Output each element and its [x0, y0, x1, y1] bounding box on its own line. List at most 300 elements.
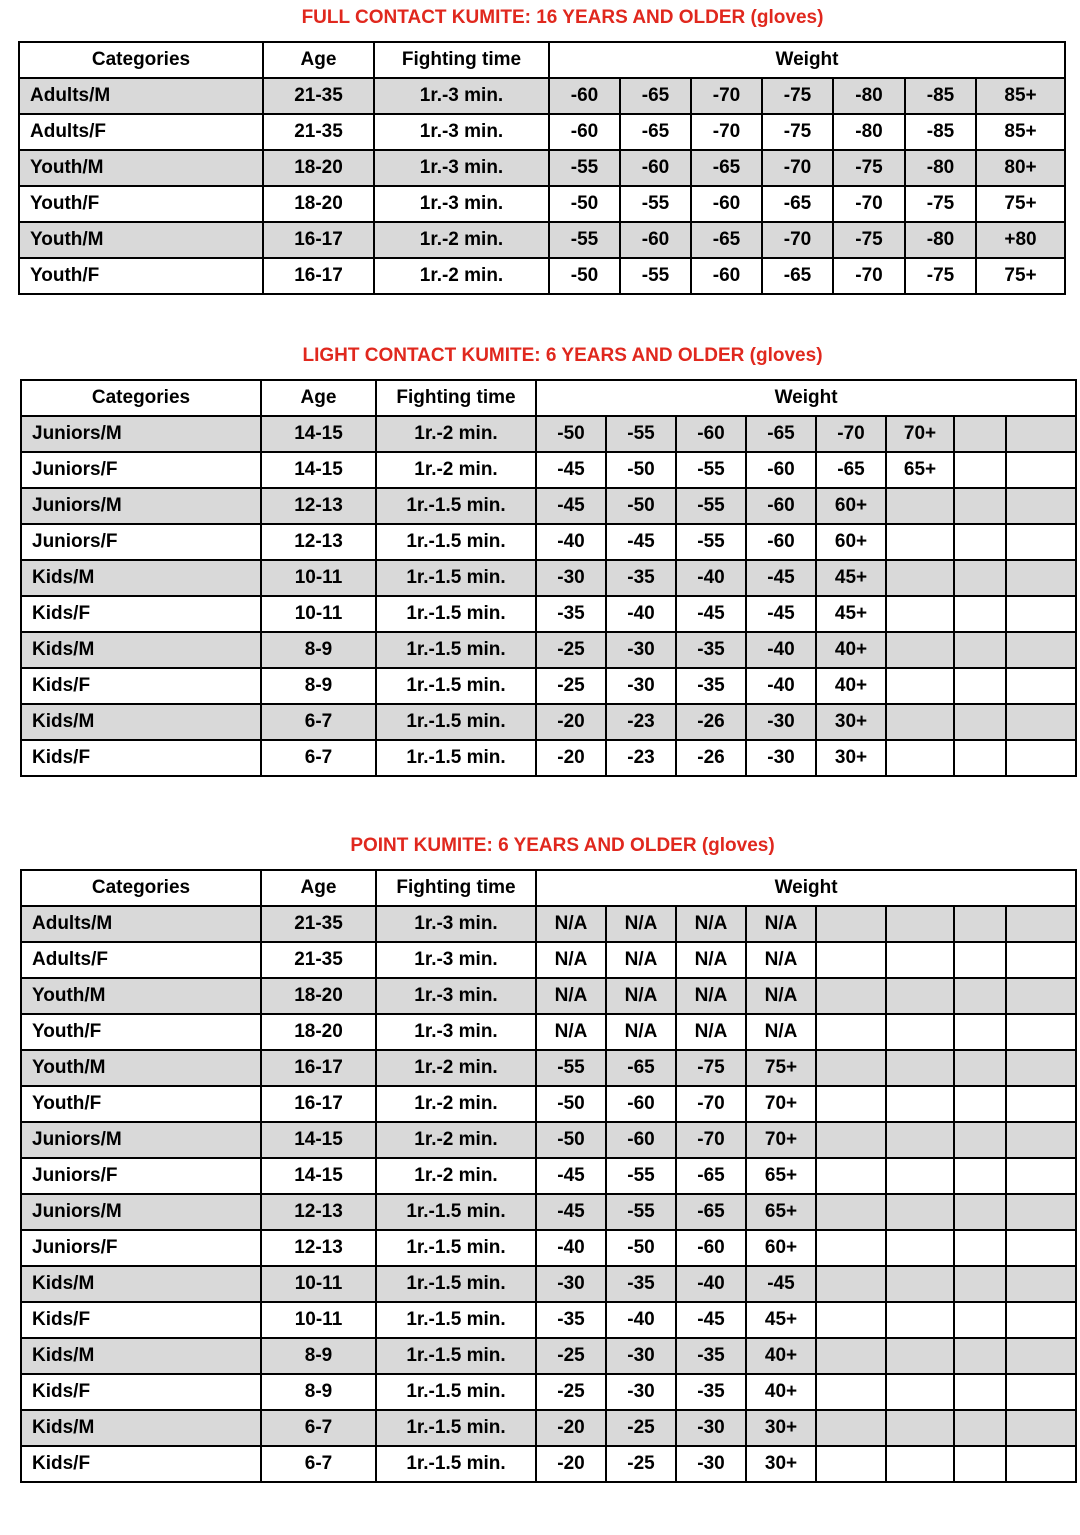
category-cell: Adults/F — [21, 942, 261, 978]
category-cell: Youth/F — [19, 258, 263, 294]
table-row — [21, 488, 1076, 524]
fighting-time-cell: 1r.-2 min. — [376, 452, 536, 488]
empty-weight-cell — [1006, 1230, 1076, 1266]
category-cell: Kids/M — [21, 1410, 261, 1446]
empty-weight-cell — [816, 1410, 886, 1446]
empty-weight-cell — [886, 1194, 954, 1230]
table-row — [21, 1338, 1076, 1374]
fighting-time-cell: 1r.-3 min. — [374, 114, 549, 150]
weight-cell: -75 — [762, 114, 833, 150]
empty-weight-cell — [816, 978, 886, 1014]
empty-weight-cell — [816, 1086, 886, 1122]
age-cell: 18-20 — [261, 1014, 376, 1050]
weight-cell: -60 — [549, 114, 620, 150]
weight-cell: N/A — [606, 1014, 676, 1050]
empty-weight-cell — [886, 1374, 954, 1410]
weight-cell: -60 — [606, 1086, 676, 1122]
empty-weight-cell — [954, 1230, 1006, 1266]
weight-cell: -60 — [746, 524, 816, 560]
age-cell: 8-9 — [261, 1374, 376, 1410]
weight-cell: -50 — [549, 186, 620, 222]
empty-weight-cell — [886, 560, 954, 596]
category-cell: Youth/M — [21, 1050, 261, 1086]
weight-cell: -65 — [676, 1194, 746, 1230]
weight-cell: 40+ — [816, 668, 886, 704]
weight-cell: -35 — [676, 1374, 746, 1410]
age-cell: 16-17 — [261, 1086, 376, 1122]
empty-weight-cell — [954, 1266, 1006, 1302]
fighting-time-cell: 1r.-2 min. — [376, 1122, 536, 1158]
weight-cell: -55 — [676, 488, 746, 524]
category-cell: Adults/F — [19, 114, 263, 150]
empty-weight-cell — [816, 942, 886, 978]
age-cell: 8-9 — [261, 1338, 376, 1374]
weight-cell: -55 — [620, 186, 691, 222]
header-categories: Categories — [19, 42, 263, 78]
empty-weight-cell — [886, 1230, 954, 1266]
fighting-time-cell: 1r.-1.5 min. — [376, 632, 536, 668]
table-row — [19, 114, 1065, 150]
empty-weight-cell — [1006, 1014, 1076, 1050]
weight-cell: -25 — [536, 1374, 606, 1410]
fighting-time-cell: 1r.-1.5 min. — [376, 740, 536, 776]
age-cell: 18-20 — [261, 978, 376, 1014]
header-row — [19, 42, 1065, 78]
weight-cell: 70+ — [746, 1086, 816, 1122]
weight-cell: 65+ — [886, 452, 954, 488]
empty-weight-cell — [1006, 560, 1076, 596]
weight-cell: -35 — [676, 668, 746, 704]
empty-weight-cell — [954, 1050, 1006, 1086]
empty-weight-cell — [886, 740, 954, 776]
age-cell: 12-13 — [261, 1230, 376, 1266]
weight-cell: N/A — [676, 906, 746, 942]
weight-cell: -50 — [606, 488, 676, 524]
fighting-time-cell: 1r.-2 min. — [376, 1158, 536, 1194]
weight-cell: -75 — [905, 258, 976, 294]
header-row — [21, 870, 1076, 906]
weight-cell: -65 — [762, 186, 833, 222]
weight-cell: -70 — [816, 416, 886, 452]
weight-cell: 45+ — [746, 1302, 816, 1338]
age-cell: 12-13 — [261, 524, 376, 560]
empty-weight-cell — [1006, 740, 1076, 776]
fighting-time-cell: 1r.-2 min. — [376, 1086, 536, 1122]
weight-cell: -55 — [606, 416, 676, 452]
weight-cell: -50 — [536, 1086, 606, 1122]
weight-cell: N/A — [536, 1014, 606, 1050]
weight-cell: -75 — [905, 186, 976, 222]
table-title: LIGHT CONTACT KUMITE: 6 YEARS AND OLDER (gloves) — [302, 345, 823, 366]
weight-cell: N/A — [746, 942, 816, 978]
weight-cell: 30+ — [746, 1446, 816, 1482]
weight-cell: -45 — [536, 1194, 606, 1230]
age-cell: 6-7 — [261, 740, 376, 776]
empty-weight-cell — [886, 704, 954, 740]
empty-weight-cell — [816, 1266, 886, 1302]
weight-cell: -65 — [762, 258, 833, 294]
weight-cell: -65 — [816, 452, 886, 488]
category-cell: Juniors/F — [21, 1230, 261, 1266]
fighting-time-cell: 1r.-1.5 min. — [376, 1338, 536, 1374]
header-weight: Weight — [549, 42, 1065, 78]
category-cell: Juniors/M — [21, 416, 261, 452]
weight-cell: N/A — [746, 1014, 816, 1050]
weight-cell: -80 — [905, 222, 976, 258]
weight-cell: -40 — [536, 1230, 606, 1266]
weight-cell: -40 — [536, 524, 606, 560]
weight-cell: -25 — [536, 668, 606, 704]
empty-weight-cell — [1006, 1374, 1076, 1410]
empty-weight-cell — [886, 1122, 954, 1158]
header-weight: Weight — [536, 870, 1076, 906]
weight-cell: -20 — [536, 740, 606, 776]
table-row — [21, 1302, 1076, 1338]
weight-cell: 60+ — [746, 1230, 816, 1266]
empty-weight-cell — [1006, 1338, 1076, 1374]
weight-cell: -45 — [746, 596, 816, 632]
empty-weight-cell — [1006, 1266, 1076, 1302]
weight-cell: N/A — [676, 1014, 746, 1050]
empty-weight-cell — [1006, 1446, 1076, 1482]
weight-cell: N/A — [606, 978, 676, 1014]
table-row — [21, 1194, 1076, 1230]
fighting-time-cell: 1r.-3 min. — [376, 1014, 536, 1050]
weight-cell: -45 — [536, 452, 606, 488]
weight-cell: N/A — [536, 942, 606, 978]
weight-cell: 75+ — [976, 186, 1065, 222]
weight-cell: 85+ — [976, 114, 1065, 150]
weight-cell: -65 — [620, 114, 691, 150]
weight-cell: -60 — [691, 186, 762, 222]
weight-cell: -70 — [691, 78, 762, 114]
header-fighting-time: Fighting time — [374, 42, 549, 78]
weight-cell: -50 — [536, 416, 606, 452]
empty-weight-cell — [816, 1302, 886, 1338]
weight-cell: -20 — [536, 704, 606, 740]
empty-weight-cell — [954, 1446, 1006, 1482]
age-cell: 16-17 — [261, 1050, 376, 1086]
age-cell: 18-20 — [263, 150, 374, 186]
age-cell: 21-35 — [263, 114, 374, 150]
weight-cell: -65 — [620, 78, 691, 114]
table-row — [21, 978, 1076, 1014]
weight-cell: -55 — [676, 452, 746, 488]
weight-cell: -35 — [676, 1338, 746, 1374]
fighting-time-cell: 1r.-1.5 min. — [376, 524, 536, 560]
age-cell: 10-11 — [261, 596, 376, 632]
weight-cell: -75 — [762, 78, 833, 114]
weight-cell: -30 — [746, 704, 816, 740]
empty-weight-cell — [954, 560, 1006, 596]
table-row — [21, 1374, 1076, 1410]
table-row — [21, 1158, 1076, 1194]
age-cell: 14-15 — [261, 1122, 376, 1158]
age-cell: 10-11 — [261, 1266, 376, 1302]
empty-weight-cell — [954, 524, 1006, 560]
empty-weight-cell — [954, 1086, 1006, 1122]
header-weight: Weight — [536, 380, 1076, 416]
table-row — [21, 942, 1076, 978]
empty-weight-cell — [816, 1014, 886, 1050]
table-title: POINT KUMITE: 6 YEARS AND OLDER (gloves) — [350, 835, 775, 856]
table-row — [21, 632, 1076, 668]
age-cell: 18-20 — [263, 186, 374, 222]
weight-cell: -70 — [833, 186, 905, 222]
weight-cell: -35 — [606, 1266, 676, 1302]
weight-cell: 30+ — [816, 704, 886, 740]
weight-cell: N/A — [746, 906, 816, 942]
fighting-time-cell: 1r.-3 min. — [374, 150, 549, 186]
age-cell: 14-15 — [261, 452, 376, 488]
weight-cell: -60 — [746, 452, 816, 488]
empty-weight-cell — [816, 1122, 886, 1158]
category-cell: Kids/M — [21, 1266, 261, 1302]
header-row — [21, 380, 1076, 416]
weight-cell: -60 — [676, 1230, 746, 1266]
weight-cell: -35 — [676, 632, 746, 668]
weight-cell: +80 — [976, 222, 1065, 258]
category-cell: Kids/M — [21, 704, 261, 740]
empty-weight-cell — [1006, 942, 1076, 978]
weight-cell: N/A — [536, 978, 606, 1014]
empty-weight-cell — [954, 488, 1006, 524]
table-row — [19, 150, 1065, 186]
category-cell: Youth/M — [19, 150, 263, 186]
weight-cell: -45 — [676, 1302, 746, 1338]
empty-weight-cell — [1006, 1122, 1076, 1158]
weight-cell: -30 — [606, 632, 676, 668]
empty-weight-cell — [954, 668, 1006, 704]
weight-cell: 70+ — [746, 1122, 816, 1158]
weight-cell: -25 — [536, 1338, 606, 1374]
empty-weight-cell — [954, 452, 1006, 488]
empty-weight-cell — [886, 1266, 954, 1302]
weight-cell: -20 — [536, 1446, 606, 1482]
fighting-time-cell: 1r.-1.5 min. — [376, 668, 536, 704]
weight-cell: -55 — [620, 258, 691, 294]
age-cell: 21-35 — [261, 906, 376, 942]
weight-cell: -75 — [676, 1050, 746, 1086]
table-row — [21, 1446, 1076, 1482]
weight-cell: -55 — [549, 222, 620, 258]
weight-cell: -65 — [691, 150, 762, 186]
empty-weight-cell — [1006, 632, 1076, 668]
age-cell: 10-11 — [261, 1302, 376, 1338]
empty-weight-cell — [886, 1086, 954, 1122]
table-row — [21, 416, 1076, 452]
weight-cell: -55 — [549, 150, 620, 186]
category-cell: Juniors/F — [21, 1158, 261, 1194]
age-cell: 8-9 — [261, 632, 376, 668]
weight-cell: -75 — [833, 222, 905, 258]
age-cell: 16-17 — [263, 222, 374, 258]
table-row — [19, 222, 1065, 258]
weight-cell: -70 — [691, 114, 762, 150]
weight-cell: -60 — [676, 416, 746, 452]
fighting-time-cell: 1r.-1.5 min. — [376, 1302, 536, 1338]
empty-weight-cell — [954, 704, 1006, 740]
empty-weight-cell — [1006, 906, 1076, 942]
age-cell: 14-15 — [261, 1158, 376, 1194]
weight-cell: 85+ — [976, 78, 1065, 114]
weight-cell: -55 — [606, 1158, 676, 1194]
empty-weight-cell — [954, 1122, 1006, 1158]
category-cell: Youth/M — [19, 222, 263, 258]
weight-cell: -35 — [536, 596, 606, 632]
weight-cell: -45 — [746, 1266, 816, 1302]
empty-weight-cell — [816, 906, 886, 942]
table-row — [21, 1014, 1076, 1050]
age-cell: 10-11 — [261, 560, 376, 596]
weight-cell: -45 — [746, 560, 816, 596]
weight-cell: -20 — [536, 1410, 606, 1446]
weight-cell: 60+ — [816, 488, 886, 524]
age-cell: 16-17 — [263, 258, 374, 294]
weight-cell: 40+ — [816, 632, 886, 668]
weight-cell: N/A — [746, 978, 816, 1014]
table-row — [21, 704, 1076, 740]
weight-categories-table — [20, 379, 1077, 777]
fighting-time-cell: 1r.-1.5 min. — [376, 1194, 536, 1230]
empty-weight-cell — [816, 1338, 886, 1374]
category-cell: Adults/M — [21, 906, 261, 942]
weight-cell: -60 — [606, 1122, 676, 1158]
empty-weight-cell — [954, 906, 1006, 942]
empty-weight-cell — [1006, 488, 1076, 524]
weight-cell: 45+ — [816, 596, 886, 632]
weight-cell: -30 — [536, 1266, 606, 1302]
empty-weight-cell — [954, 1194, 1006, 1230]
weight-categories-table — [18, 41, 1066, 295]
empty-weight-cell — [816, 1230, 886, 1266]
weight-cell: -35 — [536, 1302, 606, 1338]
category-cell: Kids/F — [21, 1302, 261, 1338]
header-age: Age — [263, 42, 374, 78]
table-row — [21, 1122, 1076, 1158]
fighting-time-cell: 1r.-1.5 min. — [376, 1410, 536, 1446]
category-cell: Youth/M — [21, 978, 261, 1014]
category-cell: Juniors/F — [21, 524, 261, 560]
weight-cell: -85 — [905, 78, 976, 114]
weight-cell: 40+ — [746, 1338, 816, 1374]
empty-weight-cell — [886, 668, 954, 704]
weight-cell: -23 — [606, 704, 676, 740]
category-cell: Kids/M — [21, 560, 261, 596]
weight-cell: -25 — [606, 1410, 676, 1446]
weight-cell: 30+ — [746, 1410, 816, 1446]
empty-weight-cell — [1006, 1302, 1076, 1338]
empty-weight-cell — [886, 596, 954, 632]
weight-cell: -40 — [676, 1266, 746, 1302]
empty-weight-cell — [1006, 416, 1076, 452]
weight-cell: -60 — [620, 150, 691, 186]
age-cell: 14-15 — [261, 416, 376, 452]
fighting-time-cell: 1r.-2 min. — [374, 222, 549, 258]
fighting-time-cell: 1r.-1.5 min. — [376, 1446, 536, 1482]
category-cell: Kids/F — [21, 596, 261, 632]
weight-cell: -25 — [536, 632, 606, 668]
weight-cell: -50 — [549, 258, 620, 294]
weight-cell: -26 — [676, 740, 746, 776]
empty-weight-cell — [1006, 1194, 1076, 1230]
empty-weight-cell — [954, 978, 1006, 1014]
category-cell: Youth/F — [21, 1086, 261, 1122]
category-cell: Youth/F — [19, 186, 263, 222]
empty-weight-cell — [1006, 1410, 1076, 1446]
category-cell: Kids/F — [21, 740, 261, 776]
table-row — [21, 1050, 1076, 1086]
empty-weight-cell — [816, 1374, 886, 1410]
empty-weight-cell — [886, 1014, 954, 1050]
table-row — [21, 1230, 1076, 1266]
category-cell: Kids/F — [21, 1446, 261, 1482]
category-cell: Juniors/M — [21, 488, 261, 524]
weight-cell: -65 — [746, 416, 816, 452]
empty-weight-cell — [816, 1194, 886, 1230]
weight-cell: -30 — [676, 1410, 746, 1446]
empty-weight-cell — [954, 1302, 1006, 1338]
weight-cell: -60 — [620, 222, 691, 258]
weight-cell: -55 — [536, 1050, 606, 1086]
weight-cell: -60 — [691, 258, 762, 294]
weight-cell: -45 — [536, 1158, 606, 1194]
weight-cell: -50 — [606, 1230, 676, 1266]
empty-weight-cell — [1006, 1050, 1076, 1086]
empty-weight-cell — [954, 632, 1006, 668]
weight-cell: -80 — [833, 114, 905, 150]
fighting-time-cell: 1r.-3 min. — [376, 942, 536, 978]
empty-weight-cell — [816, 1158, 886, 1194]
age-cell: 6-7 — [261, 1446, 376, 1482]
empty-weight-cell — [954, 942, 1006, 978]
weight-cell: 65+ — [746, 1158, 816, 1194]
fighting-time-cell: 1r.-1.5 min. — [376, 560, 536, 596]
table-row — [21, 668, 1076, 704]
empty-weight-cell — [954, 1014, 1006, 1050]
weight-cell: -80 — [905, 150, 976, 186]
weight-cell: -70 — [676, 1086, 746, 1122]
weight-cell: -35 — [606, 560, 676, 596]
fighting-time-cell: 1r.-3 min. — [376, 906, 536, 942]
table-row — [19, 186, 1065, 222]
empty-weight-cell — [1006, 704, 1076, 740]
empty-weight-cell — [886, 942, 954, 978]
table-row — [21, 740, 1076, 776]
empty-weight-cell — [886, 1410, 954, 1446]
empty-weight-cell — [1006, 668, 1076, 704]
table-row — [21, 906, 1076, 942]
category-cell: Youth/F — [21, 1014, 261, 1050]
table-row — [21, 452, 1076, 488]
empty-weight-cell — [1006, 596, 1076, 632]
empty-weight-cell — [816, 1050, 886, 1086]
table-row — [21, 560, 1076, 596]
weight-cell: -70 — [676, 1122, 746, 1158]
fighting-time-cell: 1r.-1.5 min. — [376, 1374, 536, 1410]
empty-weight-cell — [954, 1410, 1006, 1446]
category-cell: Juniors/M — [21, 1122, 261, 1158]
empty-weight-cell — [954, 1338, 1006, 1374]
fighting-time-cell: 1r.-2 min. — [376, 1050, 536, 1086]
category-cell: Juniors/M — [21, 1194, 261, 1230]
weight-cell: -60 — [746, 488, 816, 524]
age-cell: 21-35 — [261, 942, 376, 978]
weight-cell: -30 — [746, 740, 816, 776]
weight-cell: -70 — [762, 222, 833, 258]
empty-weight-cell — [886, 524, 954, 560]
weight-cell: N/A — [606, 906, 676, 942]
